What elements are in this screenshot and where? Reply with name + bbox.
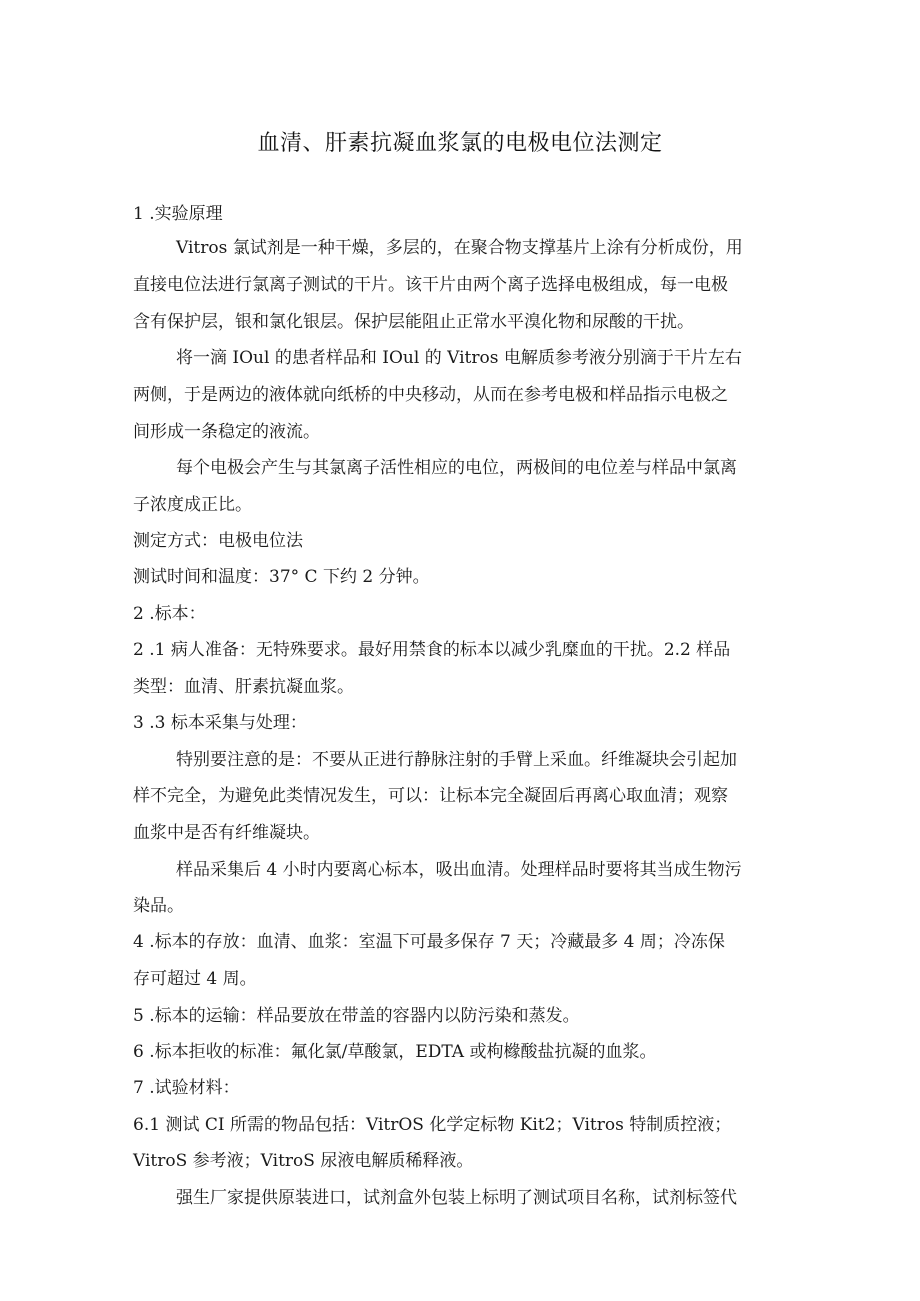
paragraph-line: 类型：血清、肝素抗凝血浆。 <box>133 677 354 697</box>
section-heading-specimen: 2 .标本： <box>133 604 206 624</box>
section-heading-collection: 3 .3 标本采集与处理： <box>133 713 307 733</box>
paragraph-line: 含有保护层，银和氯化银层。保护层能阻止正常水平溴化物和尿酸的干扰。 <box>133 312 694 332</box>
paragraph-line: Vitros 氯试剂是一种干燥，多层的，在聚合物支撑基片上涂有分析成份，用 <box>176 238 743 258</box>
paragraph-line: 样不完全，为避免此类情况发生，可以：让标本完全凝固后再离心取血清；观察 <box>133 786 728 806</box>
paragraph-line: 4 .标本的存放：血清、血浆：室温下可最多保存 7 天；冷藏最多 4 周；冷冻保 <box>133 932 725 952</box>
paragraph-line: 测定方式：电极电位法 <box>133 531 303 551</box>
paragraph-line: 2 .1 病人准备：无特殊要求。最好用禁食的标本以减少乳糜血的干扰。2.2 样品 <box>133 640 731 660</box>
paragraph-line: 样品采集后 4 小时内要离心标本，吸出血清。处理样品时要将其当成生物污 <box>176 860 742 880</box>
paragraph-line: VitroS 参考液；VitroS 尿液电解质稀释液。 <box>133 1151 474 1171</box>
paragraph-line: 间形成一条稳定的液流。 <box>133 422 320 442</box>
paragraph-line: 测试时间和温度：37° C 下约 2 分钟。 <box>133 567 430 587</box>
document-title: 血清、肝素抗凝血浆氯的电极电位法测定 <box>257 131 663 156</box>
paragraph-line: 染品。 <box>133 896 184 916</box>
section-heading-principle: 1 .实验原理 <box>133 204 223 224</box>
paragraph-line: 子浓度成正比。 <box>133 495 252 515</box>
paragraph-line: 6.1 测试 CI 所需的物品包括：VitrOS 化学定标物 Kit2；Vitros 特制质控液； <box>133 1115 732 1135</box>
paragraph-line: 每个电极会产生与其氯离子活性相应的电位，两极间的电位差与样品中氯离 <box>176 458 737 478</box>
paragraph-line: 5 .标本的运输：样品要放在带盖的容器内以防污染和蒸发。 <box>133 1006 580 1026</box>
paragraph-line: 特别要注意的是：不要从正进行静脉注射的手臂上采血。纤维凝块会引起加 <box>176 750 737 770</box>
paragraph-line: 直接电位法进行氯离子测试的干片。该干片由两个离子选择电极组成，每一电极 <box>133 275 728 295</box>
paragraph-line: 强生厂家提供原装进口，试剂盒外包装上标明了测试项目名称，试剂标签代 <box>176 1188 737 1208</box>
paragraph-line: 两侧，于是两边的液体就向纸桥的中央移动，从而在参考电极和样品指示电极之 <box>133 385 728 405</box>
paragraph-line: 存可超过 4 周。 <box>133 969 257 989</box>
paragraph-line: 将一滴 IOul 的患者样品和 IOul 的 Vitros 电解质参考液分别滴于干片左右 <box>176 348 742 368</box>
paragraph-line: 6 .标本拒收的标准：氟化氯/草酸氯，EDTA 或枸橼酸盐抗凝的血浆。 <box>133 1042 657 1062</box>
paragraph-line: 血浆中是否有纤维凝块。 <box>133 823 320 843</box>
section-heading-materials: 7 .试验材料： <box>133 1078 240 1098</box>
